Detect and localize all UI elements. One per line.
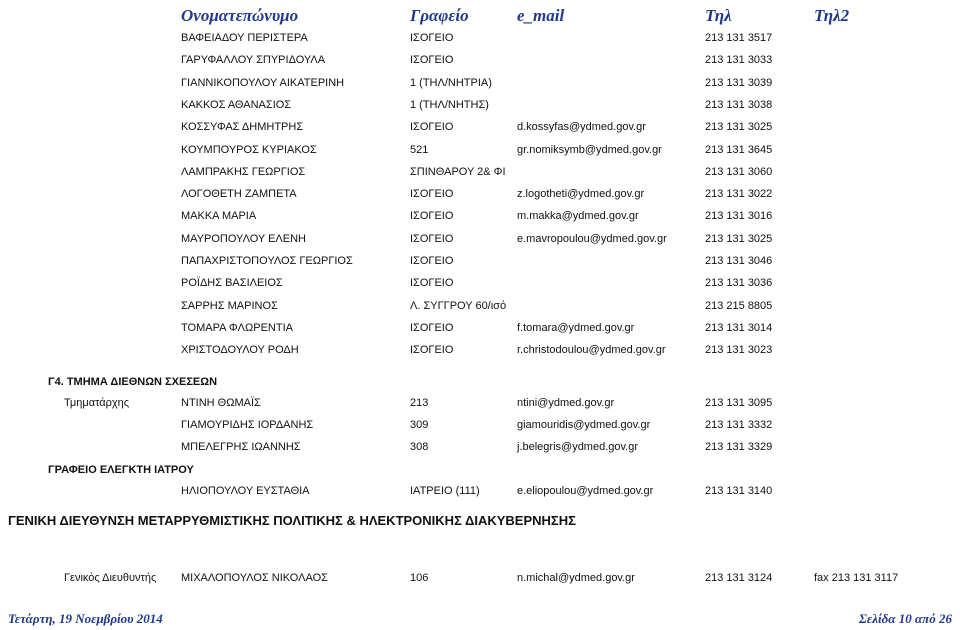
staff-office: 521 (410, 143, 429, 156)
staff-email[interactable]: m.makka@ydmed.gov.gr (517, 210, 639, 223)
gd-role: Γενικός Διευθυντής (64, 572, 157, 584)
g4-phone: 213 131 3332 (705, 419, 773, 431)
header-email: e_mail (517, 6, 565, 25)
staff-name: ΣΑΡΡΗΣ ΜΑΡΙΝΟΣ (181, 299, 278, 312)
staff-phone: 213 131 3046 (705, 255, 773, 267)
g4-name: ΝΤΙΝΗ ΘΩΜΑΪΣ (181, 397, 261, 409)
general-directorate-title: ΓΕΝΙΚΗ ΔΙΕΥΘΥΝΣΗ ΜΕΤΑΡΡΥΘΜΙΣΤΙΚΗΣ ΠΟΛΙΤΙΚΗΣ & ΗΛΕΚΤΡΟΝΙΚΗΣ ΔΙΑΚΥΒΕΡΝΗΣΗΣ (8, 513, 576, 528)
staff-email[interactable]: r.christodoulou@ydmed.gov.gr (517, 344, 666, 357)
doctor-office: ΙΑΤΡΕΙΟ (111) (410, 485, 480, 497)
gd-fax: fax 213 131 3117 (814, 572, 899, 584)
staff-email[interactable]: z.logotheti@ydmed.gov.gr (517, 188, 645, 201)
staff-phone: 213 131 3025 (705, 232, 773, 245)
staff-name: ΡΟΪΔΗΣ ΒΑΣΙΛΕΙΟΣ (181, 277, 283, 290)
staff-phone: 213 131 3022 (705, 188, 773, 201)
doctor-name: ΗΛΙΟΠΟΥΛΟΥ ΕΥΣΤΑΘΙΑ (181, 485, 310, 497)
g4-email[interactable]: j.belegris@ydmed.gov.gr (517, 441, 639, 453)
g4-office: 309 (410, 419, 429, 431)
staff-email[interactable]: d.kossyfas@ydmed.gov.gr (517, 121, 646, 134)
staff-office: ΙΣΟΓΕΙΟ (410, 121, 454, 134)
header-phone2: Τηλ2 (814, 6, 850, 25)
g4-name: ΓΙΑΜΟΥΡΙΔΗΣ ΙΟΡΔΑΝΗΣ (181, 419, 314, 431)
gd-email[interactable]: n.michal@ydmed.gov.gr (517, 572, 635, 584)
staff-phone: 213 131 3025 (705, 121, 773, 134)
footer-page: Σελίδα 10 από 26 (858, 611, 952, 626)
staff-name: ΠΑΠΑΧΡΙΣΤΟΠΟΥΛΟΣ ΓΕΩΡΓΙΟΣ (181, 255, 353, 267)
staff-phone: 213 215 8805 (705, 299, 773, 312)
staff-phone: 213 131 3517 (705, 32, 773, 44)
staff-email[interactable]: f.tomara@ydmed.gov.gr (517, 321, 635, 334)
header-office: Γραφείο (410, 6, 469, 25)
header-name: Ονοματεπώνυμο (181, 6, 299, 25)
g4-phone: 213 131 3095 (705, 397, 773, 409)
staff-office: ΙΣΟΓΕΙΟ (410, 277, 454, 290)
header-phone: Τηλ (705, 6, 732, 25)
staff-office: 1 (ΤΗΛ/ΝΗΤΡΙΑ) (410, 76, 492, 89)
staff-email[interactable]: gr.nomiksymb@ydmed.gov.gr (517, 143, 662, 156)
staff-phone: 213 131 3016 (705, 210, 773, 223)
staff-office: ΙΣΟΓΕΙΟ (410, 188, 454, 201)
staff-office: ΙΣΟΓΕΙΟ (410, 321, 454, 334)
staff-name: ΜΑΚΚΑ ΜΑΡΙΑ (181, 210, 257, 223)
staff-phone: 213 131 3014 (705, 321, 773, 334)
staff-office: ΙΣΟΓΕΙΟ (410, 344, 454, 357)
section-title-doctor: ΓΡΑΦΕΙΟ ΕΛΕΓΚΤΗ ΙΑΤΡΟΥ (48, 464, 194, 476)
g4-role: Τμηματάρχης (64, 397, 130, 409)
gd-office: 106 (410, 572, 429, 584)
staff-email[interactable]: e.mavropoulou@ydmed.gov.gr (517, 232, 667, 245)
staff-office: ΙΣΟΓΕΙΟ (410, 255, 454, 267)
staff-phone: 213 131 3033 (705, 54, 773, 67)
staff-name: ΚΟΥΜΠΟΥΡΟΣ ΚΥΡΙΑΚΟΣ (181, 143, 317, 156)
doctor-phone: 213 131 3140 (705, 485, 773, 497)
g4-office: 213 (410, 397, 429, 409)
g4-phone: 213 131 3329 (705, 441, 773, 453)
staff-name: ΜΑΥΡΟΠΟΥΛΟΥ ΕΛΕΝΗ (181, 232, 307, 245)
staff-office: ΙΣΟΓΕΙΟ (410, 54, 454, 67)
staff-office: ΣΠΙΝΘΑΡΟΥ 2& ΦΙ (410, 165, 506, 178)
staff-name: ΚΑΚΚΟΣ ΑΘΑΝΑΣΙΟΣ (181, 98, 292, 111)
staff-phone: 213 131 3039 (705, 76, 773, 89)
footer-date: Τετάρτη, 19 Νοεμβρίου 2014 (8, 611, 163, 626)
staff-office: ΙΣΟΓΕΙΟ (410, 32, 454, 44)
staff-phone: 213 131 3036 (705, 277, 773, 290)
staff-name: ΒΑΦΕΙΑΔΟΥ ΠΕΡΙΣΤΕΡΑ (181, 32, 308, 44)
staff-office: 1 (ΤΗΛ/ΝΗΤΗΣ) (410, 98, 489, 111)
staff-name: ΧΡΙΣΤΟΔΟΥΛΟΥ ΡΟΔΗ (181, 344, 299, 357)
g4-email[interactable]: ntini@ydmed.gov.gr (517, 397, 615, 409)
staff-name: ΛΑΜΠΡΑΚΗΣ ΓΕΩΡΓΙΟΣ (181, 165, 306, 178)
g4-name: ΜΠΕΛΕΓΡΗΣ ΙΩΑΝΝΗΣ (181, 441, 301, 453)
staff-office: Λ. ΣΥΓΓΡΟΥ 60/ισό (410, 299, 507, 312)
doctor-email[interactable]: e.eliopoulou@ydmed.gov.gr (517, 485, 654, 497)
section-title-g4: Γ4. ΤΜΗΜΑ ΔΙΕΘΝΩΝ ΣΧΕΣΕΩΝ (48, 376, 218, 388)
staff-name: ΛΟΓΟΘΕΤΗ ΖΑΜΠΕΤΑ (181, 188, 297, 201)
staff-office: ΙΣΟΓΕΙΟ (410, 210, 454, 223)
g4-email[interactable]: giamouridis@ydmed.gov.gr (517, 419, 651, 431)
staff-phone: 213 131 3023 (705, 344, 773, 357)
gd-phone: 213 131 3124 (705, 572, 773, 584)
g4-office: 308 (410, 441, 429, 453)
staff-name: ΚΟΣΣΥΦΑΣ ΔΗΜΗΤΡΗΣ (181, 121, 304, 134)
staff-name: ΓΙΑΝΝΙΚΟΠΟΥΛΟΥ ΑΙΚΑΤΕΡΙΝΗ (181, 76, 345, 89)
staff-office: ΙΣΟΓΕΙΟ (410, 232, 454, 245)
gd-name: ΜΙΧΑΛΟΠΟΥΛΟΣ ΝΙΚΟΛΑΟΣ (181, 572, 328, 584)
staff-phone: 213 131 3060 (705, 165, 773, 178)
staff-phone: 213 131 3038 (705, 98, 773, 111)
staff-phone: 213 131 3645 (705, 143, 773, 156)
staff-name: ΤΟΜΑΡΑ ΦΛΩΡΕΝΤΙΑ (181, 321, 293, 334)
staff-name: ΓΑΡΥΦΑΛΛΟΥ ΣΠΥΡΙΔΟΥΛΑ (181, 54, 326, 67)
